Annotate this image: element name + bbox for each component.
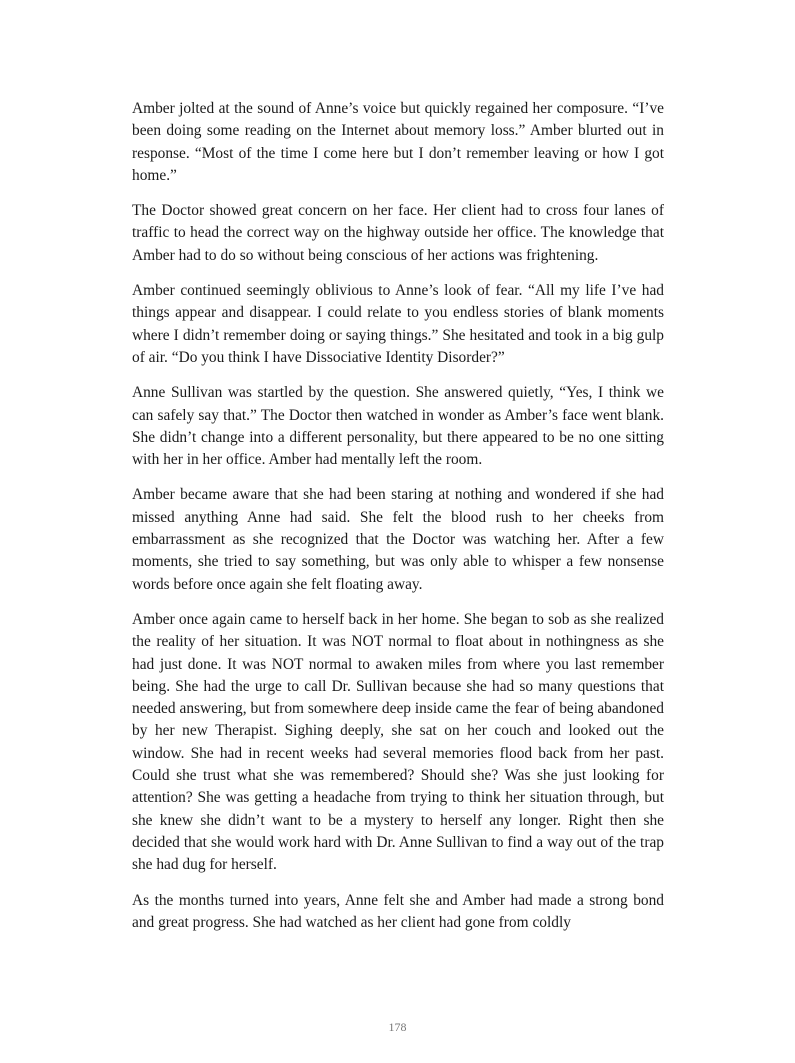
paragraph-7: As the months turned into years, Anne felt she and Amber had made a strong bond and great progress. She had watched as her client had gone from coldly (132, 891, 664, 931)
paragraph-4: Anne Sullivan was startled by the question. She answered quietly, “Yes, I think we can safely say that.” The Doctor then watched in wonder as Amber’s face went blank. She didn’t change into a different personality, but there appeared to be no one sitting with her in her office. Amber had mentally left the room. (132, 384, 664, 469)
paragraph-6: Amber once again came to herself back in her home. She began to sob as she realized the reality of her situation. It was NOT normal to float about in nothingness as she had just done. It was NOT normal to awaken miles from where you last remember being. She had the urge to call Dr. Sullivan because she had so many questions that needed answering, but from somewhere deep inside came the fear of being abandoned by her new Therapist. Sighing deeply, she sat on her couch and looked out the window. She had in recent weeks had several memories flood back from her past. Could she trust what she was remembered? Should she? Was she just looking for attention? She was getting a headache from trying to think her situation through, but she knew she didn’t want to be a mystery to herself any longer. Right then she decided that she would work hard with Dr. Anne Sullivan to find a way out of the trap she had dug for herself. (132, 610, 664, 874)
paragraph-2: The Doctor showed great concern on her face. Her client had to cross four lanes of traffic to head the correct way on the highway outside her office. The knowledge that Amber had to do so without being conscious of her actions was frightening. (132, 202, 664, 264)
body-text (132, 98, 664, 947)
page-number: 178 (388, 1020, 407, 1034)
paragraph-1: Amber jolted at the sound of Anne’s voice but quickly regained her composure. “I’ve been doing some reading on the Internet about memory loss.” Amber blurted out in response. “Most of the time I come here but I don’t remember leaving or how I got home.” (132, 100, 664, 184)
paragraph-3: Amber continued seemingly oblivious to Anne’s look of fear. “All my life I’ve had things appear and disappear. I could relate to you endless stories of blank moments where I didn’t remember doing or saying things.” She hesitated and took in a big gulp of air. “Do you think I have Dissociative Identity Disorder?” (132, 282, 664, 366)
paragraph-5: Amber became aware that she had been staring at nothing and wondered if she had missed anything Anne had said. She felt the blood rush to her cheeks from embarrassment as she recognized that the Doctor was watching her. After a few moments, she tried to say something, but was only able to whisper a few nonsense words before once again she felt floating away. (132, 486, 664, 593)
